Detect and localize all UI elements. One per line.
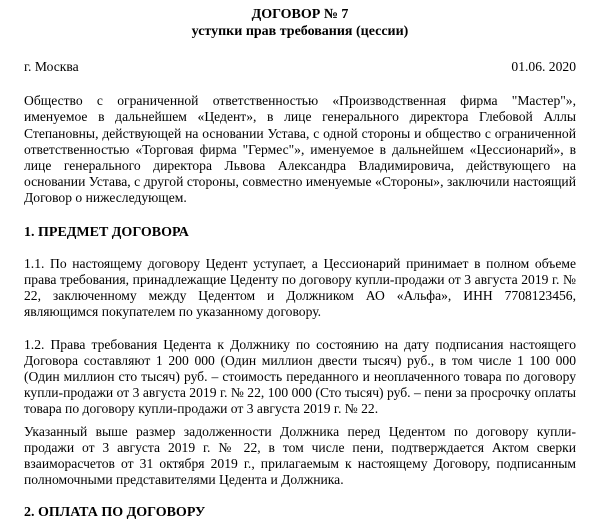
city: г. Москва <box>24 59 79 74</box>
date: 01.06. 2020 <box>511 59 576 74</box>
section-2-heading: 2. ОПЛАТА ПО ДОГОВОРУ <box>24 505 206 521</box>
clause-1-2-note: Указанный выше размер задолженности Должника перед Цедентом по договору купли-продажи от 3 августа 2019 г. № 22, в том числе пени, подтверждается Актом сверки взаиморасчетов от 31 октября 2019 г., прилагаемым к настоящему Договору, подписанным полномочными представителями Цедента и Должника. <box>24 423 576 488</box>
document-title: ДОГОВОР № 7 <box>251 7 349 22</box>
place-date-row <box>24 59 576 75</box>
section-1-heading: 1. ПРЕДМЕТ ДОГОВОРА <box>24 224 189 240</box>
clause-1-1: 1.1. По настоящему договору Цедент уступает, а Цессионарий принимает в полном объеме права требования, принадлежащие Цеденту по договору купли-продажи от 3 августа 2019 г. № 22, заключенному между Цедентом и Должником АО «Альфа», ИНН 7708123456, являющимся покупателем по указанному договору. <box>24 255 576 320</box>
document-subtitle: уступки прав требования (цессии) <box>191 24 409 39</box>
clause-1-2: 1.2. Права требования Цедента к Должнику по состоянию на дату подписания настоящего Договора составляют 1 200 000 (Один миллион двести тысяч) руб., в том числе 1 100 000 (Один миллион сто тысяч) руб. – стоимость переданного и неоплаченного товара по договору купли-продажи от 3 августа 2019 г. № 22, 100 000 (Сто тысяч) руб. – пени за просрочку оплаты товара по договору купли-продажи от 3 августа 2019 г. № 22. <box>24 336 576 417</box>
intro-paragraph: Общество с ограниченной ответственностью «Производственная фирма "Мастер"», именуемое в дальнейшем «Цедент», в лице генерального директора Глебовой Аллы Степановны, действующей на основании Устава, с одной стороны и общество с ограниченной ответственностью «Торговая фирма "Гермес"», именуемое в дальнейшем «Цессионарий», в лице генерального директора Львова Александра Владимировича, действующего на основании Устава, с другой стороны, совместно именуемые «Стороны», заключили настоящий Договор о нижеследующем. <box>24 93 576 206</box>
